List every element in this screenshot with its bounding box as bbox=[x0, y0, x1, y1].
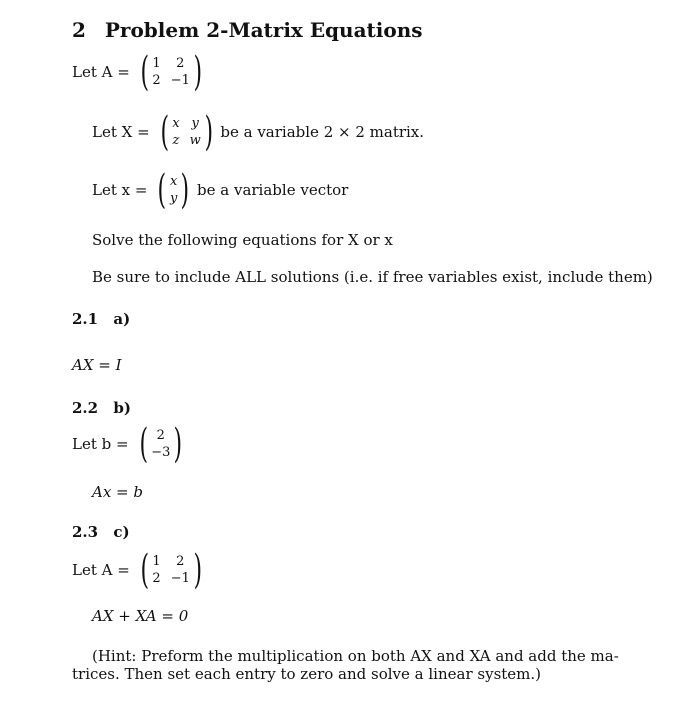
matrix-x-entry: w bbox=[189, 133, 201, 148]
def-vec-label: Let x = bbox=[92, 181, 148, 199]
matrix-a-entry: 2 bbox=[176, 56, 185, 71]
def-a-label: Let A = bbox=[72, 63, 130, 81]
matrix-x-entry: z bbox=[172, 133, 180, 148]
section-heading bbox=[72, 18, 423, 42]
def-a-c-label: Let A = bbox=[72, 561, 130, 579]
def-x-label: Let X = bbox=[92, 123, 150, 141]
matrix-a-entry: 1 bbox=[152, 56, 161, 71]
matrix-x: ( x y z w ) bbox=[160, 109, 213, 155]
section-number: 2 bbox=[72, 18, 86, 42]
vector-b-entry: −3 bbox=[151, 445, 171, 460]
subsection-c-number: 2.3 bbox=[72, 523, 99, 541]
vector-b: ( 2 −3 ) bbox=[139, 421, 183, 467]
subsection-b-heading bbox=[72, 399, 131, 417]
subsection-c-heading bbox=[72, 523, 130, 541]
subsection-c-title: c) bbox=[113, 523, 130, 541]
matrix-a-c-entry: −1 bbox=[170, 571, 190, 586]
hint-line-1: (Hint: Preform the multiplication on both AX and XA and add the ma- bbox=[92, 647, 619, 665]
def-vector-x bbox=[92, 167, 352, 213]
subsection-a-heading bbox=[72, 310, 130, 328]
matrix-a-c: ( 1 2 2 −1 ) bbox=[140, 547, 202, 593]
matrix-a-entry: 2 bbox=[152, 73, 161, 88]
instruction-include: Be sure to include ALL solutions (i.e. if free variables exist, include them) bbox=[92, 268, 653, 286]
subsection-b-number: 2.2 bbox=[72, 399, 99, 417]
def-vector-b bbox=[72, 421, 190, 467]
hint-line-2: trices. Then set each entry to zero and solve a linear system.) bbox=[72, 665, 542, 683]
section-title: Problem 2-Matrix Equations bbox=[104, 18, 423, 42]
vector-x: ( x y ) bbox=[157, 167, 190, 213]
matrix-a-c-entry: 2 bbox=[176, 554, 185, 569]
instruction-solve: Solve the following equations for X or x bbox=[92, 231, 393, 249]
matrix-a-c-entry: 2 bbox=[152, 571, 161, 586]
def-matrix-x bbox=[92, 109, 428, 155]
equation-b: Ax = b bbox=[92, 483, 143, 501]
subsection-a-title: a) bbox=[113, 310, 131, 328]
def-matrix-a bbox=[72, 49, 209, 95]
matrix-a-entry: −1 bbox=[170, 73, 190, 88]
vector-x-entry: x bbox=[170, 174, 178, 189]
def-x-suffix: be a variable 2 × 2 matrix. bbox=[220, 123, 425, 141]
vector-b-entry: 2 bbox=[156, 428, 165, 443]
matrix-a-c-entry: 1 bbox=[152, 554, 161, 569]
matrix-a: ( 1 2 2 −1 ) bbox=[140, 49, 202, 95]
matrix-x-entry: x bbox=[172, 116, 180, 131]
equation-c: AX + XA = 0 bbox=[92, 607, 189, 625]
vector-x-entry: y bbox=[170, 191, 178, 206]
def-vec-suffix: be a variable vector bbox=[197, 181, 349, 199]
matrix-x-entry: y bbox=[191, 116, 199, 131]
def-b-label: Let b = bbox=[72, 435, 129, 453]
subsection-b-title: b) bbox=[113, 399, 131, 417]
equation-a: AX = I bbox=[72, 356, 122, 374]
def-matrix-a-c bbox=[72, 547, 209, 593]
subsection-a-number: 2.1 bbox=[72, 310, 99, 328]
